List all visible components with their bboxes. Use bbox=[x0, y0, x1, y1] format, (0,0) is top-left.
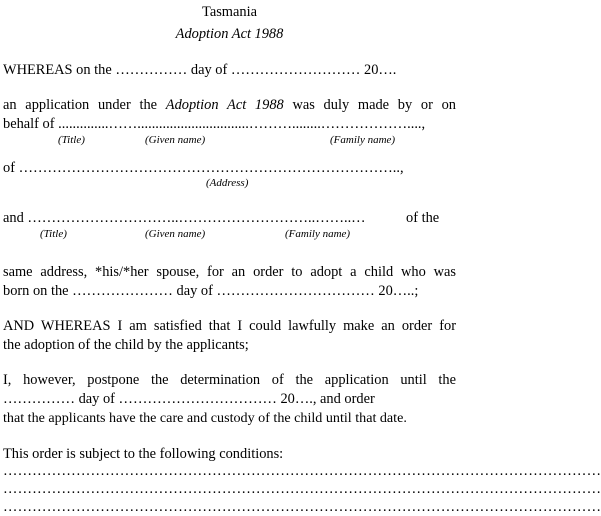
born-on-line bbox=[3, 283, 418, 300]
born-on-month-blank: …………………………… bbox=[216, 283, 375, 299]
whereas-day-of: day of bbox=[190, 62, 228, 78]
address-line bbox=[3, 160, 456, 177]
jurisdiction-heading: Tasmania bbox=[202, 4, 257, 20]
postpone-year-and-order: 20…., and order bbox=[280, 391, 375, 407]
postpone-line-1: I, however, postpone the determination of the application until the bbox=[3, 372, 456, 388]
behalf-of-line bbox=[3, 116, 456, 133]
spouse-and-label: and bbox=[3, 210, 24, 226]
application-line-1 bbox=[3, 97, 456, 114]
caption-title-2: (Title) bbox=[40, 228, 67, 240]
whereas-day-blank: …………… bbox=[115, 62, 188, 78]
application-text-before-act: an application under the bbox=[3, 97, 158, 113]
same-address-line-1: same address, *his/*her spouse, for an order to adopt a child who was bbox=[3, 264, 456, 280]
born-on-year: 20…..; bbox=[378, 283, 419, 299]
satisfied-line-1: AND WHEREAS I am satisfied that I could lawfully make an order for bbox=[3, 318, 456, 334]
whereas-year: 20…. bbox=[364, 62, 397, 78]
act-heading: Adoption Act 1988 bbox=[175, 26, 284, 42]
caption-given-name-1: (Given name) bbox=[145, 134, 206, 146]
postpone-day-of: day of bbox=[78, 391, 115, 407]
born-on-day-of: day of bbox=[176, 283, 213, 299]
spouse-blank: …………………………..………………………..……..… bbox=[27, 210, 366, 226]
behalf-of-blank: ..............……...............................………........………………...., bbox=[58, 116, 426, 132]
application-act-name: Adoption Act 1988 bbox=[165, 97, 284, 113]
postpone-line-3: that the applicants have the care and custody of the child until that date. bbox=[3, 410, 407, 426]
caption-title-1: (Title) bbox=[58, 134, 85, 146]
condition-line-3: …………………………………………………………………………………………………………… bbox=[3, 499, 601, 515]
whereas-month-blank: ……………………… bbox=[230, 62, 361, 78]
spouse-of-the: of the bbox=[406, 210, 440, 226]
born-on-day-blank: ………………… bbox=[72, 283, 173, 299]
born-on-label: born on the bbox=[3, 283, 69, 299]
satisfied-line-2: the adoption of the child by the applicants; bbox=[3, 337, 249, 353]
caption-family-name-2: (Family name) bbox=[285, 228, 351, 240]
whereas-line bbox=[3, 62, 396, 79]
behalf-of-label: behalf of bbox=[3, 116, 55, 132]
caption-address: (Address) bbox=[206, 177, 249, 189]
postpone-line-2 bbox=[3, 391, 375, 408]
whereas-prefix: WHEREAS on the bbox=[3, 62, 112, 78]
caption-given-name-2: (Given name) bbox=[145, 228, 206, 240]
address-of-label: of bbox=[3, 160, 15, 176]
postpone-day-blank: …………… bbox=[3, 391, 75, 407]
spouse-line bbox=[3, 210, 456, 227]
condition-line-1: …………………………………………………………………………………………………………… bbox=[3, 463, 601, 479]
postpone-month-blank: …………………………… bbox=[118, 391, 277, 407]
application-text-after-act: was duly made by or on bbox=[292, 97, 456, 113]
condition-line-2: …………………………………………………………………………………………………………… bbox=[3, 481, 601, 497]
conditions-intro: This order is subject to the following conditions: bbox=[3, 446, 284, 462]
address-blank: …………………………………………………………………….., bbox=[18, 160, 404, 176]
caption-family-name-1: (Family name) bbox=[330, 134, 396, 146]
